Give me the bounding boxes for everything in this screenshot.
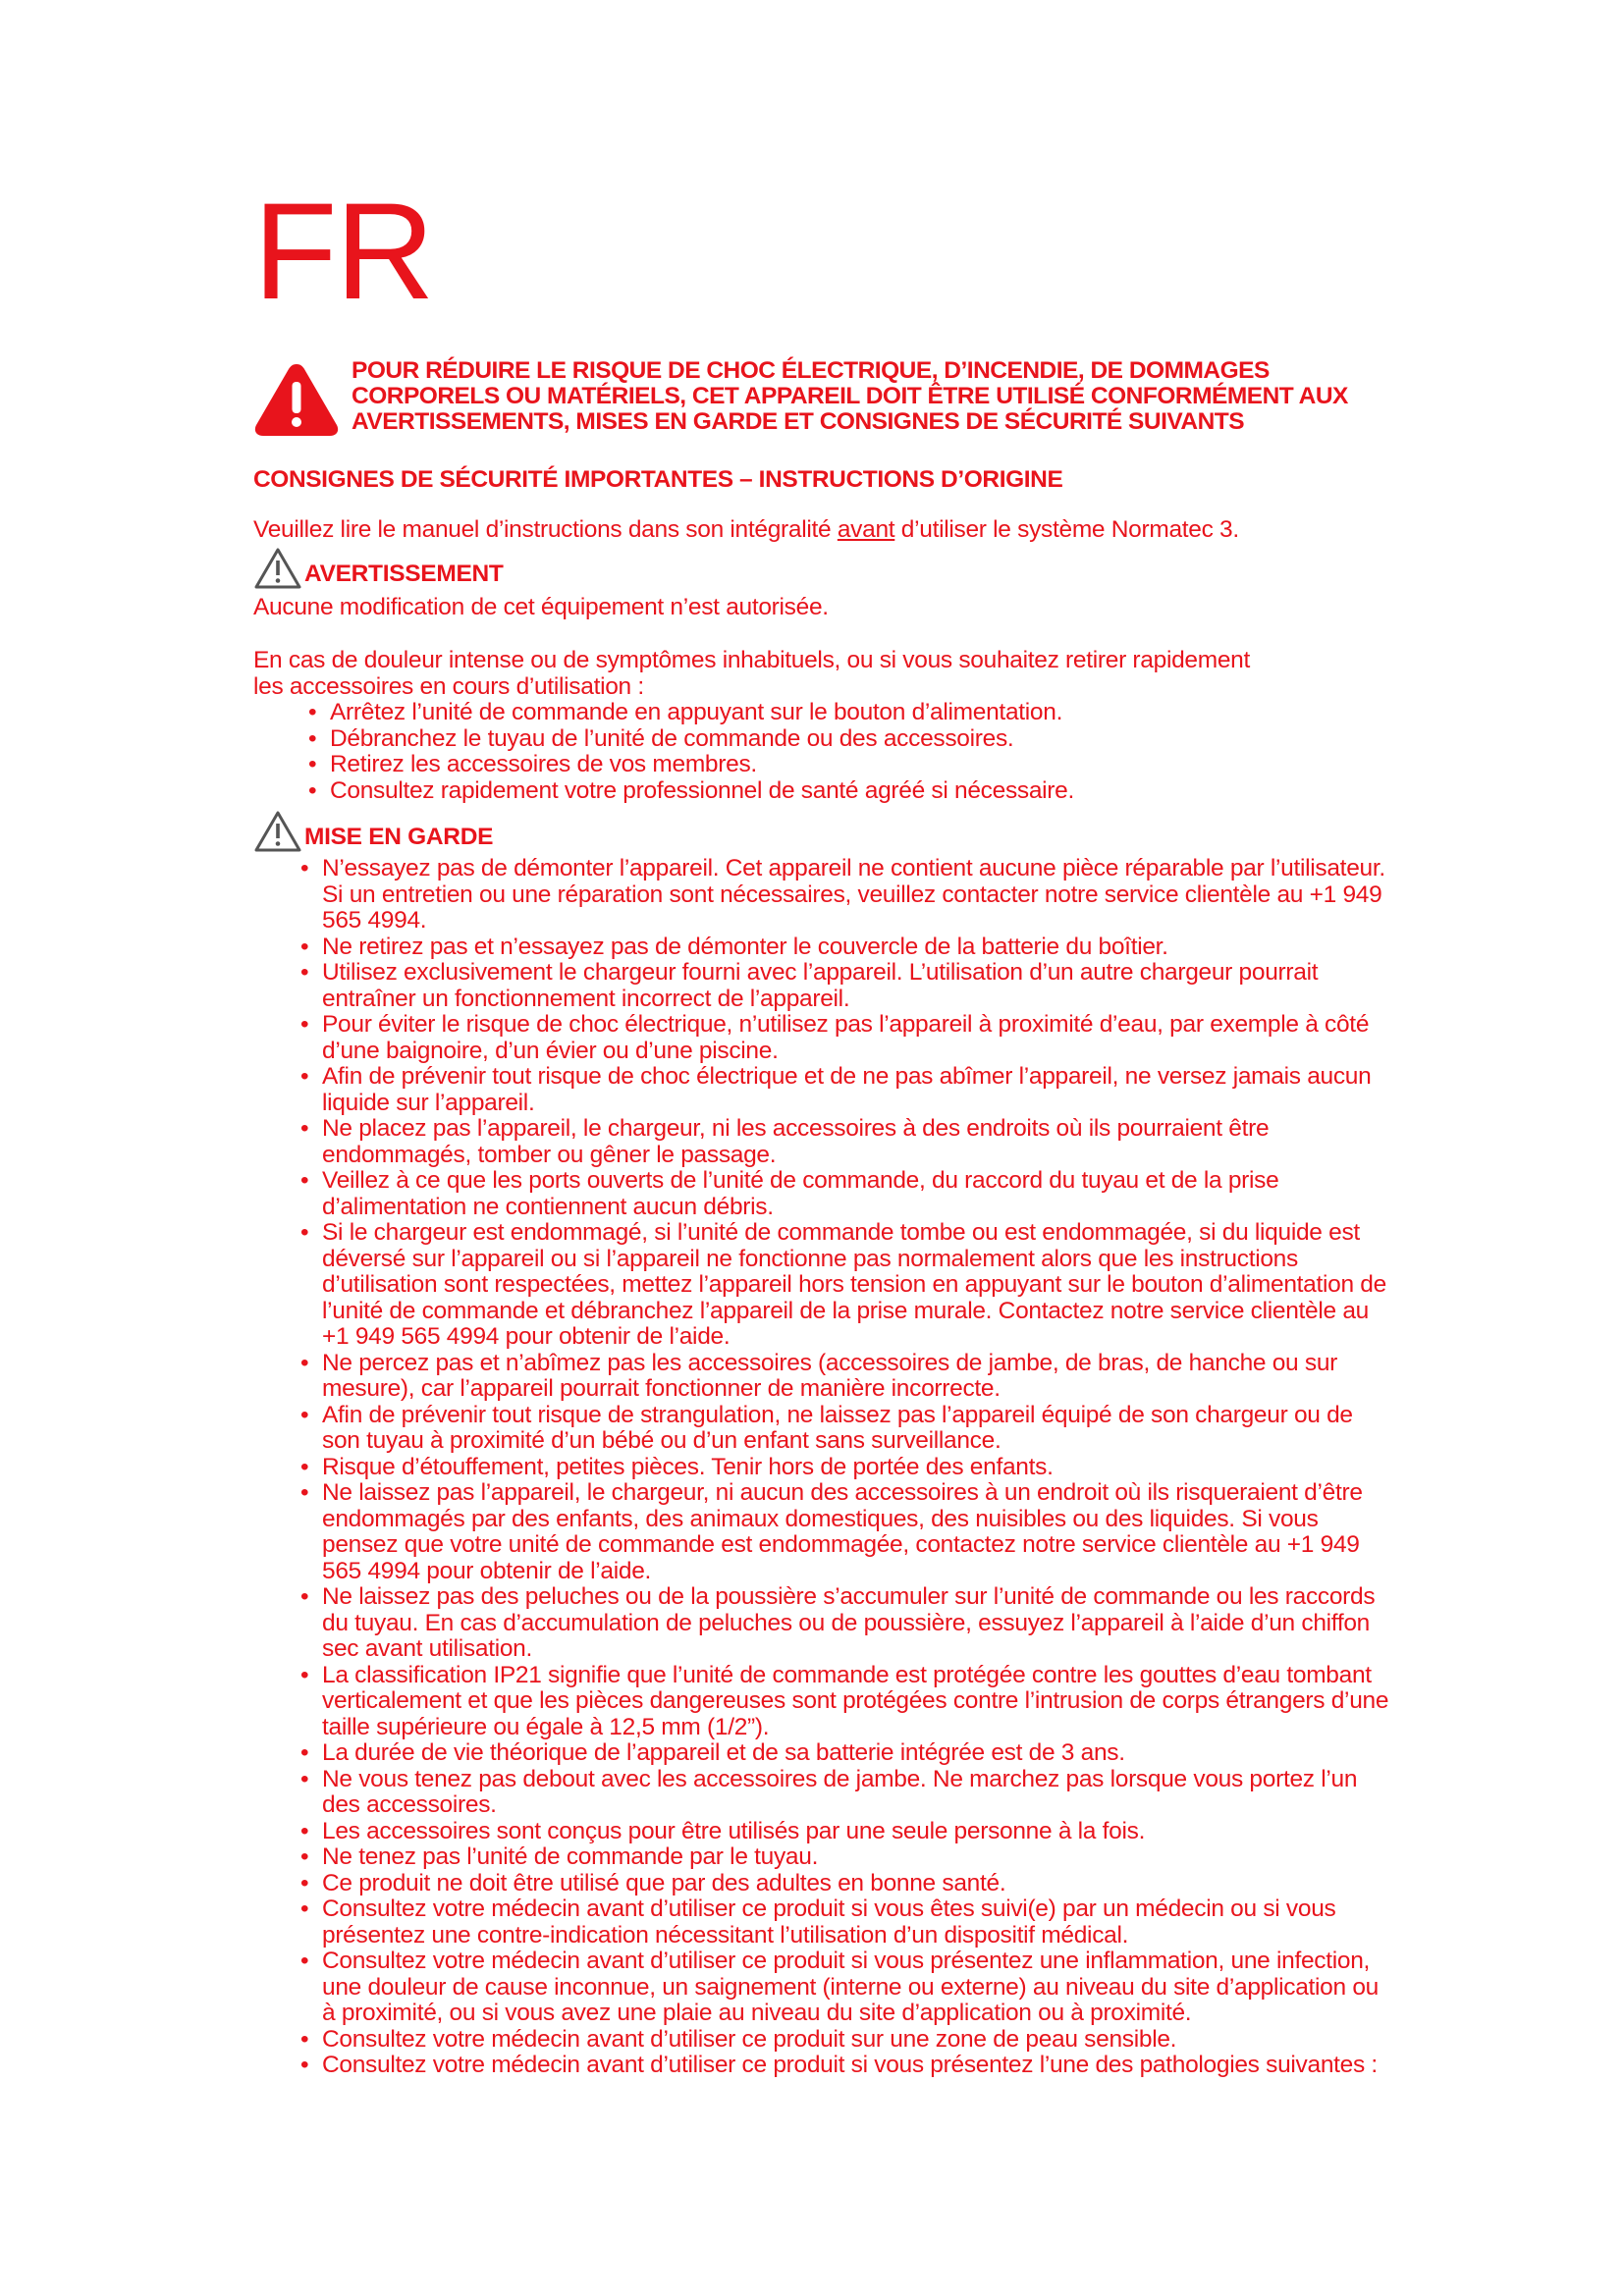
intense-pain-text: En cas de douleur intense ou de symptômes inhabituels, ou si vous souhaitez retirer rapidement les accessoires en cours d’utilisation : xyxy=(253,647,1251,700)
list-item: • Ne retirez pas et n’essayez pas de démonter le couvercle de la batterie du boîtier. xyxy=(322,934,1392,961)
warning-triangle-filled-icon xyxy=(253,360,340,439)
intro-paragraph xyxy=(253,517,1432,544)
caution-list xyxy=(322,856,1392,2079)
intro-underlined: avant xyxy=(837,516,895,543)
warning-text: Aucune modification de cet équipement n’est autorisée. xyxy=(253,594,829,620)
list-item: • Les accessoires sont conçus pour être utilisés par une seule personne à la fois. xyxy=(322,1819,1392,1845)
list-item: • Ne tenez pas l’unité de commande par le tuyau. xyxy=(322,1844,1392,1871)
list-item: • Risque d’étouffement, petites pièces. Tenir hors de portée des enfants. xyxy=(322,1455,1392,1481)
list-item: • Ne laissez pas des peluches ou de la poussière s’accumuler sur l’unité de commande ou les raccords du tuyau. En cas d’accumulation de peluches ou de poussière, essuyez l’appareil à l’aide d’un chiffon sec avant utilisation. xyxy=(322,1584,1392,1663)
list-item: • Veillez à ce que les ports ouverts de l’unité de commande, du raccord du tuyau et de la prise d’alimentation ne contiennent aucun débris. xyxy=(322,1168,1392,1220)
caution-title: MISE EN GARDE xyxy=(304,824,494,850)
warning-title: AVERTISSEMENT xyxy=(304,561,504,587)
list-item: • Consultez votre médecin avant d’utiliser ce produit sur une zone de peau sensible. xyxy=(322,2027,1392,2054)
intro-after: d’utiliser le système Normatec 3. xyxy=(894,516,1239,543)
list-item: • Ne laissez pas l’appareil, le chargeur, ni aucun des accessoires à un endroit où ils risqueraient d’être endommagés par des enfants, des animaux domestiques, des nuisibles ou des liquides. Si vous pensez que votre unité de commande est endommagée, contactez notre service clientèle au +1 949 565 4994 pour obtenir de l’aide. xyxy=(322,1480,1392,1584)
list-item: • La durée de vie théorique de l’appareil et de sa batterie intégrée est de 3 ans. xyxy=(322,1740,1392,1767)
list-item: • Utilisez exclusivement le chargeur fourni avec l’appareil. L’utilisation d’un autre chargeur pourrait entraîner un fonctionnement incorrect de l’appareil. xyxy=(322,960,1392,1012)
list-item: • Consultez votre médecin avant d’utiliser ce produit si vous présentez l’une des pathologies suivantes : xyxy=(322,2053,1392,2079)
list-item: • Afin de prévenir tout risque de choc électrique et de ne pas abîmer l’appareil, ne versez jamais aucun liquide sur l’appareil. xyxy=(322,1064,1392,1116)
list-item: • Consultez votre médecin avant d’utiliser ce produit si vous présentez une inflammation, une infection, une douleur de cause inconnue, un saignement (interne ou externe) au niveau du site d’application ou à proximité, ou si vous avez une plaie au niveau du site d’application ou à proximité. xyxy=(322,1949,1392,2027)
list-item: • Retirez les accessoires de vos membres. xyxy=(330,752,1410,778)
caution-heading xyxy=(253,810,493,853)
list-item: • Ne vous tenez pas debout avec les accessoires de jambe. Ne marchez pas lorsque vous portez l’un des accessoires. xyxy=(322,1767,1392,1819)
list-item: • N’essayez pas de démonter l’appareil. Cet appareil ne contient aucune pièce réparable par l’utilisateur. Si un entretien ou une réparation sont nécessaires, veuillez contacter notre service clientèle au +1 949 565 4994. xyxy=(322,856,1392,934)
list-item: • Consultez rapidement votre professionnel de santé agréé si nécessaire. xyxy=(330,778,1410,805)
list-item: • Ne placez pas l’appareil, le chargeur, ni les accessoires à des endroits où ils pourraient être endommagés, tomber ou gêner le passage. xyxy=(322,1116,1392,1168)
list-item: • Pour éviter le risque de choc électrique, n’utilisez pas l’appareil à proximité d’eau, par exemple à côté d’une baignoire, d’un évier ou d’une piscine. xyxy=(322,1012,1392,1064)
list-item: • Afin de prévenir tout risque de strangulation, ne laissez pas l’appareil équipé de son chargeur ou de son tuyau à proximité d’un bébé ou d’un enfant sans surveillance. xyxy=(322,1403,1392,1455)
warning-heading xyxy=(253,547,504,590)
list-item: • La classification IP21 signifie que l’unité de commande est protégée contre les gouttes d’eau tombant verticalement et que les pièces dangereuses sont protégées contre l’intrusion de corps étrangers d’une taille supérieure ou égale à 12,5 mm (1/2”). xyxy=(322,1663,1392,1741)
list-item: • Ce produit ne doit être utilisé que par des adultes en bonne santé. xyxy=(322,1871,1392,1897)
section-heading: CONSIGNES DE SÉCURITÉ IMPORTANTES – INSTRUCTIONS D’ORIGINE xyxy=(253,466,1063,493)
intro-before: Veuillez lire le manuel d’instructions dans son intégralité xyxy=(253,516,838,543)
hazard-text: POUR RÉDUIRE LE RISQUE DE CHOC ÉLECTRIQUE, D’INCENDIE, DE DOMMAGES CORPORELS OU MATÉRIELS, CET APPAREIL DOIT ÊTRE UTILISÉ CONFORMÉMENT AUX AVERTISSEMENTS, MISES EN GARDE ET CONSIGNES DE SÉCURITÉ SUIVANTS xyxy=(352,357,1348,435)
language-code: FR xyxy=(253,174,433,328)
warning-triangle-outline-icon xyxy=(253,547,302,590)
list-item: • Consultez votre médecin avant d’utiliser ce produit si vous êtes suivi(e) par un médecin ou si vous présentez une contre-indication nécessitant l’utilisation d’un dispositif médical. xyxy=(322,1896,1392,1949)
intense-pain-list xyxy=(330,700,1410,804)
list-item: • Si le chargeur est endommagé, si l’unité de commande tombe ou est endommagée, si du liquide est déversé sur l’appareil ou si l’appareil ne fonctionne pas normalement alors que les instructions d’utilisation sont respectées, mettez l’appareil hors tension en appuyant sur le bouton d’alimentation de l’unité de commande et débranchez l’appareil de la prise murale. Contactez notre service clientèle au +1 949 565 4994 pour obtenir de l’aide. xyxy=(322,1220,1392,1351)
list-item: • Arrêtez l’unité de commande en appuyant sur le bouton d’alimentation. xyxy=(330,700,1410,726)
warning-triangle-outline-icon xyxy=(253,810,302,853)
list-item: • Ne percez pas et n’abîmez pas les accessoires (accessoires de jambe, de bras, de hanche ou sur mesure), car l’appareil pourrait fonctionner de manière incorrecte. xyxy=(322,1351,1392,1403)
list-item: • Débranchez le tuyau de l’unité de commande ou des accessoires. xyxy=(330,726,1410,753)
